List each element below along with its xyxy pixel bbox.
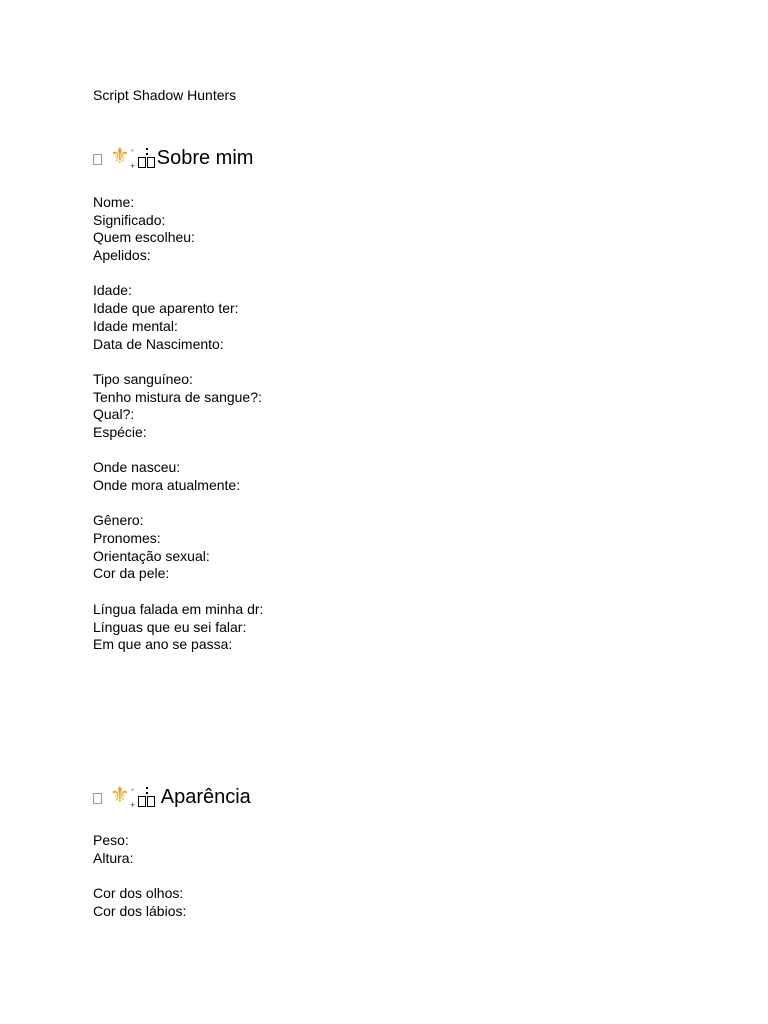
section-heading-text: Sobre mim	[156, 147, 254, 169]
sparkle-bottom: +	[129, 801, 136, 809]
fleur-de-lis-icon: ⚜	[110, 144, 130, 169]
field-label: Em que ano se passa:	[93, 636, 233, 653]
sparkle-icon	[130, 787, 137, 809]
field-list-aparencia	[93, 832, 186, 920]
sparkle-top: ˚	[130, 150, 135, 158]
field-label: Idade que aparento ter:	[93, 300, 239, 317]
field-label: Peso:	[93, 832, 129, 848]
field-label: Onde nasceu:	[93, 459, 181, 476]
field-label: Qual?:	[93, 406, 135, 423]
field-label: Tipo sanguíneo:	[93, 370, 193, 387]
field-label: Cor dos lábios:	[93, 902, 187, 919]
field-label: Língua falada em minha dr:	[93, 600, 264, 617]
document-title: Script Shadow Hunters	[93, 87, 237, 103]
field-label: Apelidos:	[93, 247, 151, 264]
checkbox-glyph-icon	[93, 154, 102, 165]
sparkle-bottom: +	[129, 162, 136, 170]
checkbox-glyph-icon	[93, 793, 102, 804]
field-label: Idade mental:	[93, 317, 178, 334]
field-label: Cor dos olhos:	[93, 885, 184, 902]
fleur-de-lis-icon: ⚜	[110, 783, 130, 808]
field-label: Pronomes:	[93, 530, 161, 547]
field-label: Significado:	[93, 211, 166, 228]
section-heading-text: Aparência	[160, 786, 251, 808]
field-label: Gênero:	[93, 512, 144, 529]
field-label: Data de Nascimento:	[93, 335, 224, 352]
field-label: Tenho mistura de sangue?:	[93, 388, 262, 405]
section-heading-sobre-mim	[93, 140, 253, 170]
field-label: Altura:	[93, 849, 134, 866]
field-label: Espécie:	[93, 423, 147, 440]
field-label: Orientação sexual:	[93, 547, 210, 564]
field-label: Idade:	[93, 282, 132, 299]
dotted-boxes-icon	[138, 148, 156, 170]
field-list-sobre-mim	[93, 194, 263, 654]
field-label: Onde mora atualmente:	[93, 477, 241, 493]
field-label: Quem escolheu:	[93, 229, 195, 246]
sparkle-top: ˚	[130, 789, 135, 797]
field-label: Línguas que eu sei falar:	[93, 618, 247, 635]
field-label: Nome:	[93, 194, 135, 210]
sparkle-icon	[130, 148, 137, 170]
dotted-boxes-icon	[138, 787, 156, 809]
field-label: Cor da pele:	[93, 565, 170, 582]
section-heading-aparencia	[93, 779, 251, 809]
